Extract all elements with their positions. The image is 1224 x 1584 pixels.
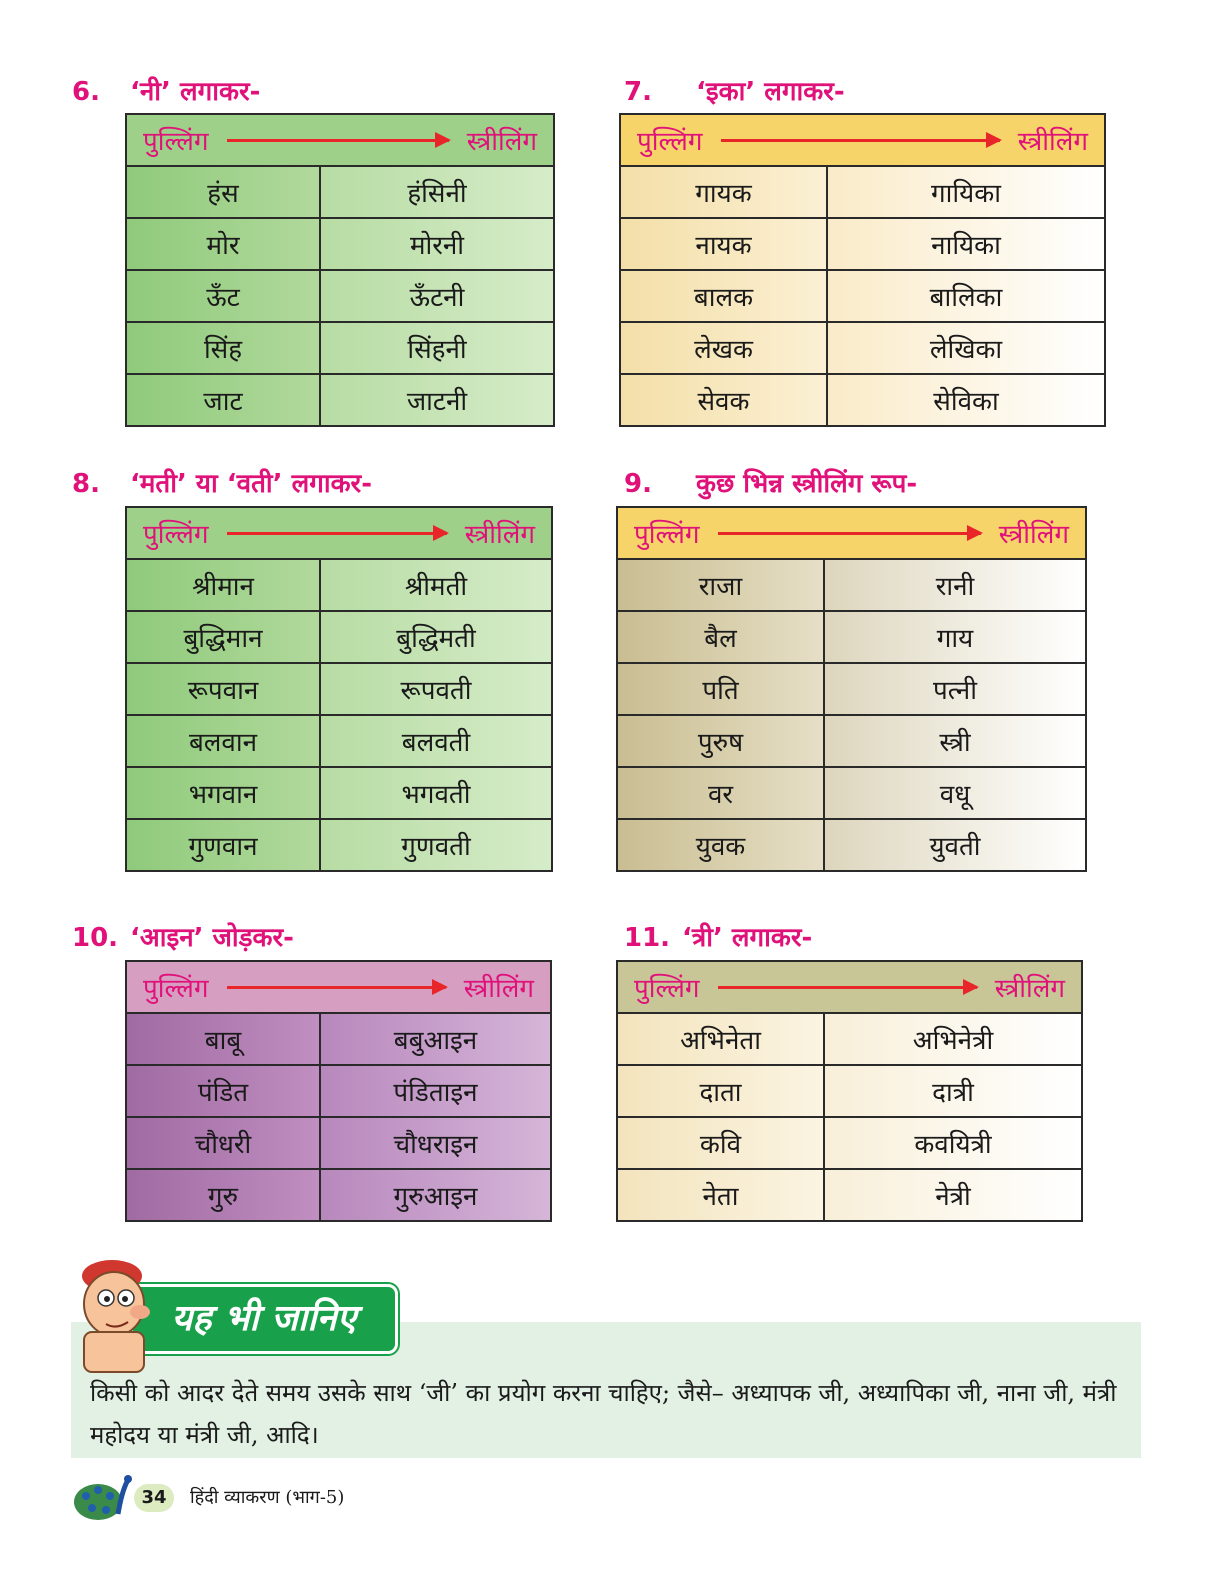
table-row <box>617 767 1086 819</box>
section-heading: कुछ भिन्न स्त्रीलिंग रूप- <box>696 469 918 499</box>
table-row <box>617 1065 1082 1117</box>
masculine-label: पुल्लिंग <box>637 127 703 157</box>
table-row <box>617 663 1086 715</box>
masculine-cell: गायक <box>620 166 827 218</box>
feminine-cell: लेखिका <box>827 322 1105 374</box>
table-row <box>126 559 552 611</box>
table-row <box>126 1169 551 1221</box>
masculine-cell: पति <box>617 663 824 715</box>
arrow-right-icon <box>718 532 981 535</box>
table-row <box>620 166 1105 218</box>
table-row <box>617 611 1086 663</box>
table-row <box>126 767 552 819</box>
feminine-cell: मोरनी <box>320 218 554 270</box>
table-row <box>126 218 554 270</box>
section-title-11 <box>624 918 812 954</box>
feminine-cell: अभिनेत्री <box>824 1013 1082 1065</box>
feminine-cell: बुद्धिमती <box>320 611 552 663</box>
table-row <box>617 1169 1082 1221</box>
masculine-label: पुल्लिंग <box>143 127 209 157</box>
table-row <box>620 270 1105 322</box>
table-header <box>617 507 1086 559</box>
table-header <box>126 114 554 166</box>
masculine-cell: वर <box>617 767 824 819</box>
gender-table-10 <box>125 960 552 1222</box>
masculine-cell: युवक <box>617 819 824 871</box>
feminine-cell: वधू <box>824 767 1086 819</box>
section-number: 6. <box>72 77 100 107</box>
masculine-cell: ऊँट <box>126 270 320 322</box>
gender-table-8 <box>125 506 553 872</box>
table-row <box>617 1117 1082 1169</box>
section-number: 7. <box>624 77 652 107</box>
masculine-cell: गुणवान <box>126 819 320 871</box>
table-row <box>126 1065 551 1117</box>
feminine-cell: भगवती <box>320 767 552 819</box>
masculine-label: पुल्लिंग <box>634 520 700 550</box>
arrow-right-icon <box>227 532 447 535</box>
section-heading: ‘मती’ या ‘वती’ लगाकर- <box>130 469 372 499</box>
feminine-cell: दात्री <box>824 1065 1082 1117</box>
table-header <box>620 114 1105 166</box>
masculine-cell: गुरु <box>126 1169 320 1221</box>
section-title-10 <box>72 918 294 954</box>
feminine-cell: सिंहनी <box>320 322 554 374</box>
gender-table-9 <box>616 506 1087 872</box>
table-row <box>617 559 1086 611</box>
feminine-cell: जाटनी <box>320 374 554 426</box>
table-row <box>126 819 552 871</box>
arrow-right-icon <box>721 139 1000 142</box>
masculine-cell: हंस <box>126 166 320 218</box>
masculine-cell: पुरुष <box>617 715 824 767</box>
know-more-text: किसी को आदर देते समय उसके साथ ‘जी’ का प्रयोग करना चाहिए; जैसे– अध्यापक जी, अध्यापिका जी, नाना जी, मंत्री महोदय या मंत्री जी, आदि। <box>90 1379 1117 1449</box>
table-row <box>126 322 554 374</box>
table-row <box>617 1013 1082 1065</box>
gender-table-7 <box>619 113 1106 427</box>
feminine-cell: स्त्री <box>824 715 1086 767</box>
section-title-7 <box>624 72 845 108</box>
page-number: 34 <box>134 1484 174 1512</box>
feminine-cell: हंसिनी <box>320 166 554 218</box>
masculine-cell: कवि <box>617 1117 824 1169</box>
table-row <box>126 611 552 663</box>
masculine-cell: नायक <box>620 218 827 270</box>
table-header <box>126 961 551 1013</box>
feminine-label: स्त्रीलिंग <box>466 127 537 157</box>
masculine-cell: बुद्धिमान <box>126 611 320 663</box>
feminine-label: स्त्रीलिंग <box>1017 127 1088 157</box>
masculine-cell: भगवान <box>126 767 320 819</box>
masculine-cell: लेखक <box>620 322 827 374</box>
masculine-cell: बैल <box>617 611 824 663</box>
feminine-cell: गाय <box>824 611 1086 663</box>
know-more-badge <box>130 1284 398 1354</box>
know-more-title: यह भी जानिए <box>171 1298 357 1339</box>
table-row <box>620 322 1105 374</box>
feminine-cell: ऊँटनी <box>320 270 554 322</box>
feminine-cell: चौधराइन <box>320 1117 551 1169</box>
feminine-cell: पंडिताइन <box>320 1065 551 1117</box>
section-heading: ‘इका’ लगाकर- <box>696 77 845 107</box>
table-row <box>620 218 1105 270</box>
masculine-cell: श्रीमान <box>126 559 320 611</box>
peacock-icon <box>72 1470 134 1524</box>
table-row <box>620 374 1105 426</box>
arrow-right-icon <box>718 986 977 989</box>
feminine-cell: बबुआइन <box>320 1013 551 1065</box>
gender-table-6 <box>125 113 555 427</box>
masculine-cell: रूपवान <box>126 663 320 715</box>
masculine-label: पुल्लिंग <box>143 974 209 1004</box>
feminine-cell: पत्नी <box>824 663 1086 715</box>
arrow-right-icon <box>227 986 446 989</box>
book-title: हिंदी व्याकरण (भाग-5) <box>190 1487 345 1508</box>
section-title-8 <box>72 464 372 500</box>
gender-table-11 <box>616 960 1083 1222</box>
masculine-cell: जाट <box>126 374 320 426</box>
boy-mascot-icon <box>70 1254 160 1374</box>
table-row <box>126 663 552 715</box>
table-row <box>126 270 554 322</box>
feminine-cell: गायिका <box>827 166 1105 218</box>
feminine-cell: नायिका <box>827 218 1105 270</box>
table-row <box>617 715 1086 767</box>
masculine-cell: सेवक <box>620 374 827 426</box>
masculine-cell: बाबू <box>126 1013 320 1065</box>
masculine-label: पुल्लिंग <box>634 974 700 1004</box>
feminine-cell: बलवती <box>320 715 552 767</box>
section-heading: ‘आइन’ जोड़कर- <box>130 923 294 953</box>
table-row <box>617 819 1086 871</box>
section-number: 9. <box>624 469 652 499</box>
feminine-cell: रूपवती <box>320 663 552 715</box>
feminine-cell: बालिका <box>827 270 1105 322</box>
table-header <box>617 961 1082 1013</box>
masculine-cell: नेता <box>617 1169 824 1221</box>
arrow-right-icon <box>227 139 449 142</box>
section-number: 8. <box>72 469 100 499</box>
feminine-label: स्त्रीलिंग <box>998 520 1069 550</box>
masculine-cell: सिंह <box>126 322 320 374</box>
section-number: 10. <box>72 923 119 953</box>
table-row <box>126 1013 551 1065</box>
feminine-cell: सेविका <box>827 374 1105 426</box>
feminine-cell: गुरुआइन <box>320 1169 551 1221</box>
section-number: 11. <box>624 923 671 953</box>
feminine-cell: श्रीमती <box>320 559 552 611</box>
masculine-cell: पंडित <box>126 1065 320 1117</box>
table-row <box>126 1117 551 1169</box>
section-title-6 <box>72 72 260 108</box>
masculine-label: पुल्लिंग <box>143 520 209 550</box>
section-title-9 <box>624 464 917 500</box>
feminine-label: स्त्रीलिंग <box>464 520 535 550</box>
feminine-label: स्त्रीलिंग <box>994 974 1065 1004</box>
table-row <box>126 715 552 767</box>
masculine-cell: मोर <box>126 218 320 270</box>
feminine-label: स्त्रीलिंग <box>463 974 534 1004</box>
feminine-cell: नेत्री <box>824 1169 1082 1221</box>
section-heading: ‘त्री’ लगाकर- <box>682 923 813 953</box>
table-row <box>126 166 554 218</box>
masculine-cell: बलवान <box>126 715 320 767</box>
feminine-cell: गुणवती <box>320 819 552 871</box>
masculine-cell: चौधरी <box>126 1117 320 1169</box>
feminine-cell: युवती <box>824 819 1086 871</box>
table-row <box>126 374 554 426</box>
table-header <box>126 507 552 559</box>
masculine-cell: अभिनेता <box>617 1013 824 1065</box>
feminine-cell: कवयित्री <box>824 1117 1082 1169</box>
section-heading: ‘नी’ लगाकर- <box>130 77 261 107</box>
masculine-cell: बालक <box>620 270 827 322</box>
masculine-cell: दाता <box>617 1065 824 1117</box>
feminine-cell: रानी <box>824 559 1086 611</box>
masculine-cell: राजा <box>617 559 824 611</box>
